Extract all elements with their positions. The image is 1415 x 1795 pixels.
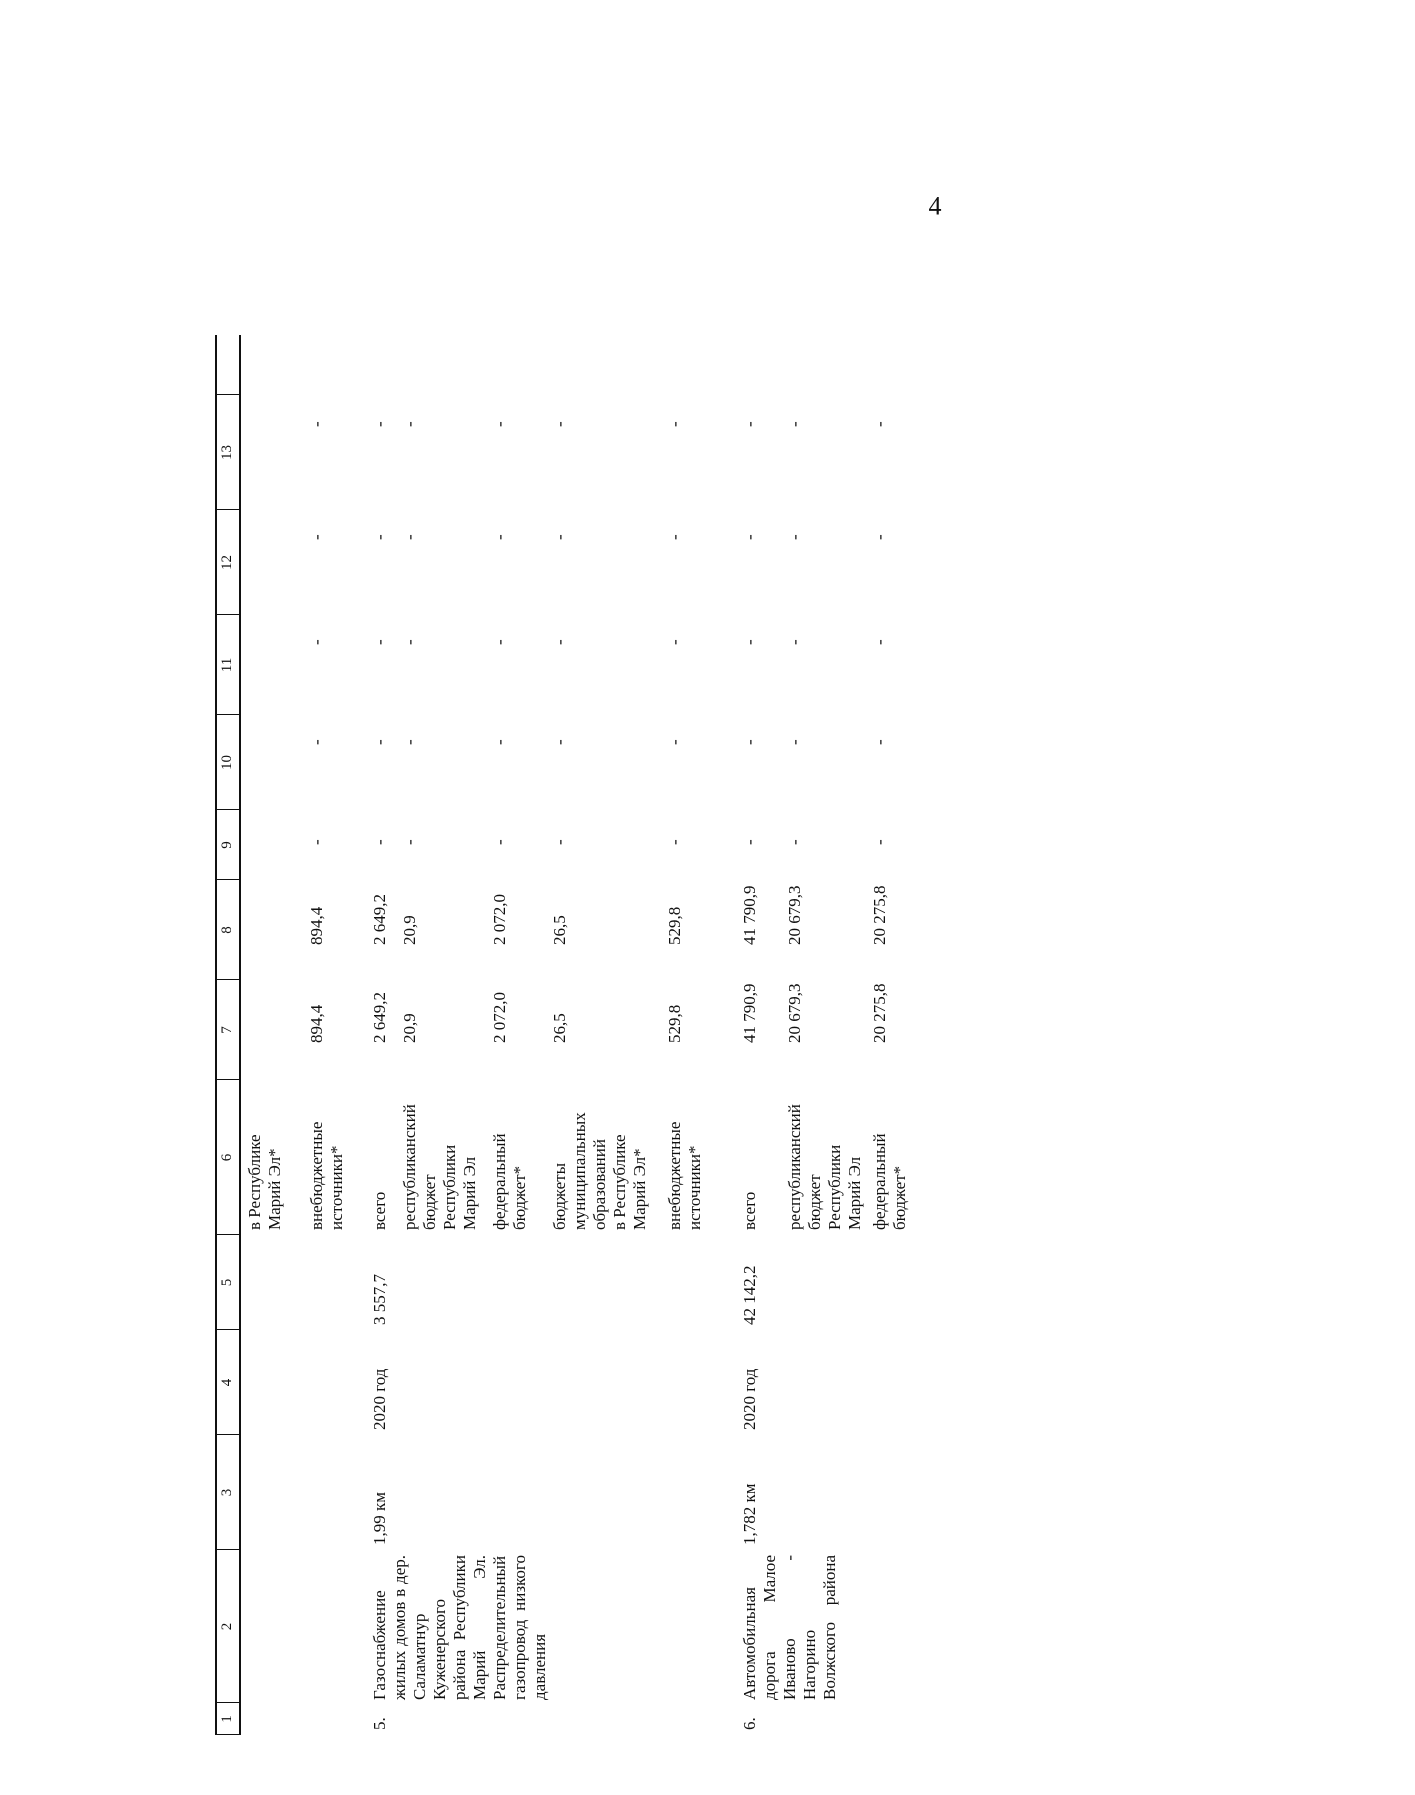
project-row-source: федеральный бюджет* [870,1133,909,1230]
header-col-3: 3 [219,1488,235,1497]
project-row-col13: - [870,421,889,427]
project-year: 2020 год [370,1368,389,1430]
header-col-12: 12 [219,555,235,570]
project-row-col10: - [665,739,684,745]
project-row-col10: - [490,739,509,745]
project-row-col12: - [370,534,389,540]
project-row-col7: 529,8 [665,1004,684,1043]
project-row-col7: 26,5 [550,1013,569,1043]
project-row-col7: 20,9 [400,1013,419,1043]
header-col-8: 8 [219,926,235,934]
project-row-col7: 20 275,8 [870,983,889,1043]
project-cost: 3 557,7 [370,1274,389,1325]
rotated-table-page [215,98,1415,1795]
header-col-9: 9 [219,841,235,849]
project-length: 1,99 км [370,1491,389,1545]
project-row-col13: - [400,421,419,427]
project-row-col11: - [400,639,419,645]
project-row-source: бюджеты муниципальных образований в Республике Марий Эл* [550,1112,649,1230]
project-row-source: республиканский бюджет Республики Марий Эл [785,1104,864,1230]
carry-row-col13: - [307,421,326,427]
project-year: 2020 год [740,1368,759,1430]
project-row-col8: 2 072,0 [490,894,509,945]
project-row-col9: - [370,839,389,845]
project-row-col11: - [490,639,509,645]
page-number: 4 [928,191,942,221]
project-row-col8: 20 275,8 [870,885,889,945]
project-row-col12: - [740,534,759,540]
header-col-5: 5 [219,1278,235,1287]
header-col-2: 2 [219,1622,235,1631]
carry-row-col11: - [307,639,326,645]
carry-row-source: внебюджетные источники* [307,1121,346,1230]
project-name: Автомобильная дорога Малое Иваново - Нагорино Волжского района [740,1555,839,1700]
project-row-col8: 2 649,2 [370,894,389,945]
project-row-col10: - [370,739,389,745]
project-row-col7: 20 679,3 [785,983,804,1043]
project-cost: 42 142,2 [740,1265,759,1325]
carry-row-col12: - [307,534,326,540]
header-bottom-border [239,335,241,1735]
project-row-col8: 529,8 [665,906,684,945]
project-row-col12: - [785,534,804,540]
project-row-col10: - [740,739,759,745]
project-row-col11: - [870,639,889,645]
carry-source-line-1: в Республике [245,1134,264,1230]
project-row-source: всего [740,1191,759,1230]
project-row-source: внебюджетные источники* [665,1121,704,1230]
carry-source-line-2: Марий Эл* [265,1148,284,1230]
project-row-col10: - [550,739,569,745]
carry-row-col10: - [307,739,326,745]
project-row-col9: - [870,839,889,845]
header-col-13: 13 [219,445,235,460]
project-row-col9: - [785,839,804,845]
header-col-7: 7 [219,1026,235,1034]
project-row-col11: - [370,639,389,645]
project-row-col8: 41 790,9 [740,885,759,945]
project-row-col9: - [550,839,569,845]
carry-row-col9: - [307,839,326,845]
project-row-col13: - [665,421,684,427]
project-row-source: всего [370,1191,389,1230]
project-number: 6. [740,1717,759,1730]
project-row-col12: - [665,534,684,540]
header-col-1: 1 [219,1715,235,1723]
header-col-6: 6 [219,1153,235,1162]
header-col-11: 11 [219,657,235,673]
project-row-col9: - [665,839,684,845]
project-row-col13: - [785,421,804,427]
project-row-col7: 2 649,2 [370,992,389,1043]
project-row-col12: - [400,534,419,540]
project-row-col13: - [370,421,389,427]
project-row-col7: 41 790,9 [740,983,759,1043]
project-row-col11: - [785,639,804,645]
project-row-col9: - [490,839,509,845]
header-col-4: 4 [219,1378,235,1387]
project-row-source: федеральный бюджет* [490,1133,529,1230]
carry-row-col8: 894,4 [307,906,326,945]
project-row-source: республиканский бюджет Республики Марий Эл [400,1104,479,1230]
project-row-col8: 26,5 [550,915,569,945]
project-row-col12: - [550,534,569,540]
project-row-col7: 2 072,0 [490,992,509,1043]
project-name: Газоснабжение жилых домов в дер. Саламатнур Куженерского района Республики Марий Эл. Распределительный газопровод низкого давления [370,1555,549,1700]
project-row-col8: 20 679,3 [785,885,804,945]
project-row-col13: - [740,421,759,427]
project-row-col10: - [785,739,804,745]
project-row-col8: 20,9 [400,915,419,945]
header-col-10: 10 [219,755,235,770]
project-row-col13: - [550,421,569,427]
project-row-col12: - [870,534,889,540]
project-row-col9: - [400,839,419,845]
carry-row-col7: 894,4 [307,1004,326,1043]
project-row-col12: - [490,534,509,540]
project-row-col9: - [740,839,759,845]
project-row-col10: - [870,739,889,745]
project-row-col10: - [400,739,419,745]
project-row-col13: - [490,421,509,427]
project-length: 1,782 км [740,1483,759,1545]
project-number: 5. [370,1717,389,1730]
project-row-col11: - [550,639,569,645]
project-row-col11: - [665,639,684,645]
project-row-col11: - [740,639,759,645]
